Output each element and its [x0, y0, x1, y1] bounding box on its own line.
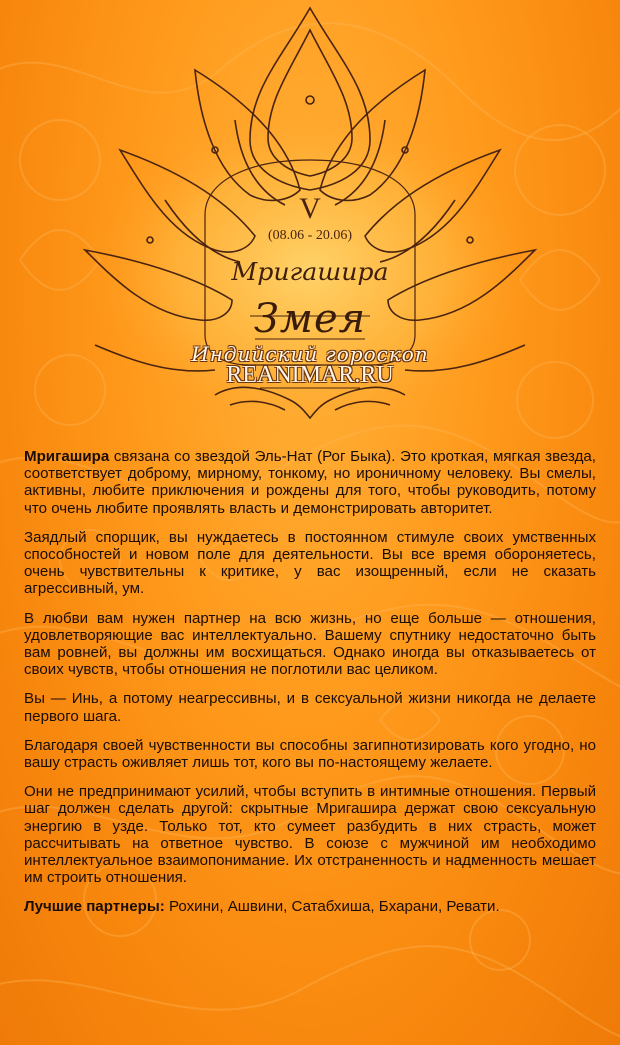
paragraph-intro: Мригашира связана со звездой Эль-Нат (Рог Быка). Это кроткая, мягкая звезда, соответствует доброму, мирному, тонкому, но ироничному человеку. Вы смелы, активны, любите приключения и рождены для того, чтобы руководить, потому что очень любите проявлять власть и демонстрировать авторитет.	[24, 448, 596, 517]
paragraph-yin: Вы — Инь, а потому неагрессивны, и в сексуальной жизни никогда не делаете первого шага.	[24, 690, 596, 725]
animal-title: Змея	[253, 296, 367, 342]
horoscope-subtitle: Индийский гороскоп	[191, 342, 429, 366]
roman-numeral: V	[299, 192, 321, 225]
nakshatra-name: Мригашира	[231, 258, 389, 286]
lead-partners: Лучшие партнеры:	[24, 898, 165, 916]
date-range: (08.06 - 20.06)	[268, 228, 352, 243]
paragraph-mind: Заядлый спорщик, вы нуждаетесь в постоянном стимуле своих умственных способностей и новом поле для деятельности. Вы все время обороняетесь, очень чувствительны к критике, у вас изощренный, если не сказать агрессивный, ум.	[24, 528, 596, 598]
site-watermark: REANIMAR.RU	[226, 362, 394, 388]
paragraph-intimacy: Они не предпринимают усилий, чтобы вступить в интимные отношения. Первый шаг должен сделать другой: скрытные Мригашира держат свою сексуальную энергию в узде. Только тот, кто сумеет разбудить в них страсть, может рассчитывать на ответное чувство. В союзе с мужчиной им необходимо интеллектуальное взаимопонимание. Их отстраненность и надменность мешает им строить отношения.	[24, 783, 596, 887]
description-text	[24, 448, 596, 928]
lead-nakshatra: Мригашира	[24, 448, 110, 465]
paragraph-partners: Лучшие партнеры: Рохини, Ашвини, Сатабхиша, Бхарани, Ревати.	[24, 898, 500, 916]
paragraph-sensuality: Благодаря своей чувственности вы способны загипнотизировать кого угодно, но вашу страсть оживляет лишь тот, кого вы по-настоящему желаете.	[24, 736, 596, 772]
paragraph-love: В любви вам нужен партнер на всю жизнь, но еще больше — отношения, удовлетворяющие вас интеллектуально. Вашему спутнику недостаточно быть вам ровней, вы должны им восхищаться. Однако иногда вы отказываетесь от своих чувств, чтобы отношения не поглотили вас целиком.	[24, 609, 596, 679]
